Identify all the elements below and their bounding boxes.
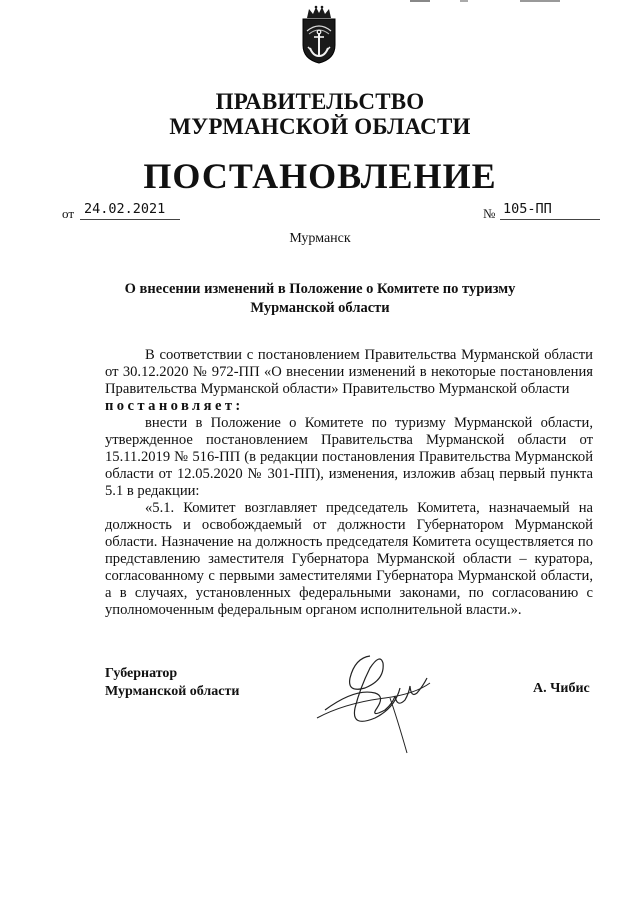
preamble-paragraph: В соответствии с постановлением Правительства Мурманской области от 30.12.2020 № 972-ПП «О внесении изменений в некоторые постановления Правительства Мурманской области» Правительство Мурманской области bbox=[105, 347, 593, 397]
signatory-title bbox=[105, 665, 239, 701]
city-name: Мурманск bbox=[289, 231, 351, 246]
document-number: 105-ПП bbox=[503, 201, 552, 217]
signatory-title-line2: Мурманской области bbox=[105, 684, 240, 699]
number-underline bbox=[500, 219, 600, 220]
subject-line2: Мурманской области bbox=[250, 300, 390, 316]
date-prefix: от bbox=[62, 206, 75, 221]
org-name-line1: ПРАВИТЕЛЬСТВО bbox=[215, 89, 425, 114]
resolution-word: постановляет: bbox=[105, 398, 244, 414]
signatory-title-line1: Губернатор bbox=[105, 666, 178, 681]
document-type-title: ПОСТАНОВЛЕНИЕ bbox=[143, 156, 497, 196]
quoted-clause-paragraph: «5.1. Комитет возглавляет председатель Комитета, назначаемый на должность и освобождаемый от должности Губернатором Мурманской области. Назначение на должность председателя Комитета осуществляется по представлению заместителя Губернатора Мурманской области – куратора, согласованному с первыми заместителями Губернатора Мурманской области, а в случаях, установленных федеральными законами, по согласованию с уполномоченным федеральным органом исполнительной власти.». bbox=[105, 500, 593, 618]
date-underline bbox=[80, 219, 180, 220]
document-date: 24.02.2021 bbox=[84, 201, 166, 217]
subject-line1: О внесении изменений в Положение о Комитете по туризму bbox=[124, 281, 516, 297]
signatory-name: А. Чибис bbox=[533, 681, 590, 696]
document-subject bbox=[0, 280, 640, 318]
amendment-paragraph: внести в Положение о Комитете по туризму Мурманской области, утвержденное постановлением Правительства Мурманской области от 15.11.2019 № 516-ПП (в редакции постановления Правительства Мурманской области от 12.05.2020 № 301-ПП), изменения, изложив абзац первый пункта 5.1 в редакции: bbox=[105, 415, 593, 499]
handwritten-signature bbox=[315, 648, 455, 758]
org-name-line2: МУРМАНСКОЙ ОБЛАСТИ bbox=[169, 114, 471, 139]
number-prefix: № bbox=[483, 206, 496, 221]
scan-edge-marks bbox=[400, 0, 600, 4]
coat-of-arms-icon bbox=[297, 5, 341, 65]
